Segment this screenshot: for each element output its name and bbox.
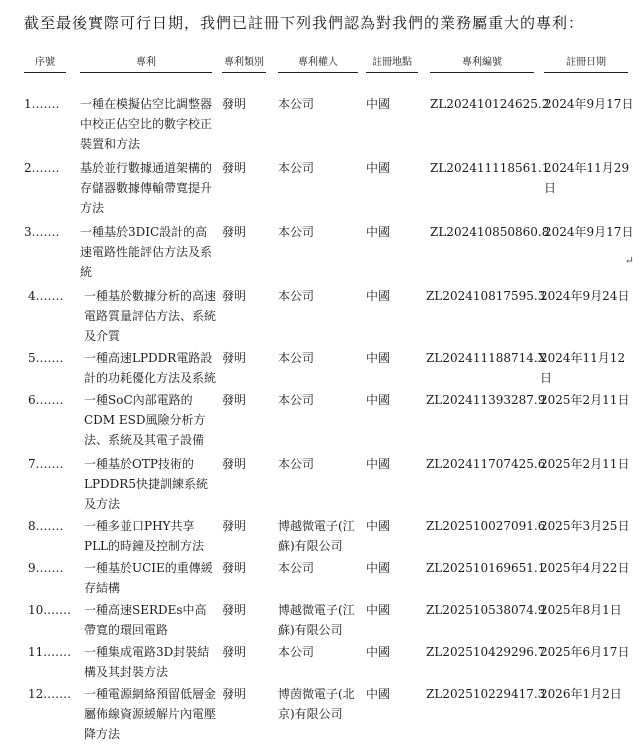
patent-location: 中國	[366, 603, 391, 617]
row-index: 8.……	[28, 519, 64, 533]
patent-owner: 本公司	[278, 289, 315, 303]
patent-name: 一種電源網絡預留低層金屬佈線資源緩解片內電壓降方法	[84, 687, 217, 741]
patent-number: ZL202411188714.X	[426, 351, 547, 365]
patent-location: 中國	[366, 161, 391, 175]
patent-owner: 本公司	[278, 97, 315, 111]
patent-owner: 本公司	[278, 393, 315, 407]
patent-date: 2026年1月2日	[540, 687, 622, 701]
patent-number: ZL202510229417.3	[426, 687, 546, 701]
patent-name: 一種基於OTP技術的LPDDR5快捷訓練系統及方法	[84, 457, 208, 511]
row-index: 4.……	[28, 289, 64, 303]
patent-type: 發明	[222, 351, 247, 365]
patent-number: ZL202510169651.1	[426, 561, 546, 575]
patent-type: 發明	[222, 225, 247, 239]
patent-name: 一種在模擬佔空比調整器中校正佔空比的數字校正裝置和方法	[80, 97, 213, 151]
header-index: 序號	[24, 56, 66, 73]
patent-number: ZL202510429296.7	[426, 645, 546, 659]
patent-name: 一種多並口PHY共享PLL的時鐘及控制方法	[84, 519, 205, 553]
patent-number: ZL202411707425.6	[426, 457, 546, 471]
patent-type: 發明	[222, 393, 247, 407]
patent-location: 中國	[366, 393, 391, 407]
patent-owner: 本公司	[278, 645, 315, 659]
patent-date: 2024年9月24日	[540, 289, 630, 303]
patent-number: ZL202411118561.1	[430, 161, 550, 175]
patent-type: 發明	[222, 603, 247, 617]
intro-text: 截至最後實際可行日期，我們已註冊下列我們認為對我們的業務屬重大的專利：	[24, 14, 585, 32]
patent-date: 2025年8月1日	[540, 603, 622, 617]
patent-location: 中國	[366, 225, 391, 239]
patent-owner: 博茵微電子(北京)有限公司	[278, 687, 355, 721]
patent-owner: 本公司	[278, 457, 315, 471]
patent-type: 發明	[222, 97, 247, 111]
patent-date: 2024年11月12日	[540, 351, 626, 385]
patent-name: 基於並行數據通道架構的存儲器數據傳輸帶寬提升方法	[80, 161, 213, 215]
row-index: 5.……	[28, 351, 64, 365]
patent-number: ZL202411393287.9	[426, 393, 546, 407]
patent-owner: 本公司	[278, 561, 315, 575]
patent-date: 2025年2月11日	[540, 393, 630, 407]
patent-type: 發明	[222, 645, 247, 659]
patent-name: 一種高速LPDDR電路設計的功耗優化方法及系統	[84, 351, 217, 385]
patent-location: 中國	[366, 561, 391, 575]
patent-type: 發明	[222, 161, 247, 175]
patent-number: ZL202410817595.3	[426, 289, 546, 303]
patent-owner: 本公司	[278, 225, 315, 239]
header-date: 註冊日期	[544, 56, 628, 73]
return-mark: ↵	[624, 254, 634, 267]
patent-owner: 博越微電子(江蘇)有限公司	[278, 519, 355, 553]
patent-name: 一種集成電路3D封裝結構及其封裝方法	[84, 645, 210, 679]
patent-date: 2025年2月11日	[540, 457, 630, 471]
patent-type: 發明	[222, 561, 247, 575]
patent-owner: 本公司	[278, 351, 315, 365]
patent-location: 中國	[366, 457, 391, 471]
patent-name: 一種SoC內部電路的CDM ESD風險分析方法、系統及其電子設備	[84, 393, 206, 447]
patent-location: 中國	[366, 519, 391, 533]
header-patent: 專利	[80, 56, 212, 73]
patent-date: 2024年9月17日	[544, 97, 634, 111]
patent-type: 發明	[222, 289, 247, 303]
row-index: 3.……	[24, 225, 60, 239]
row-index: 10.……	[28, 603, 72, 617]
patent-owner: 本公司	[278, 161, 315, 175]
patent-date: 2025年4月22日	[540, 561, 630, 575]
patent-location: 中國	[366, 97, 391, 111]
row-index: 11.……	[28, 645, 72, 659]
row-index: 12.……	[28, 687, 72, 701]
patent-type: 發明	[222, 457, 247, 471]
patent-name: 一種高速SERDEs中高帶寬的環回電路	[84, 603, 207, 637]
patent-location: 中國	[366, 645, 391, 659]
patent-number: ZL202410124625.2	[430, 97, 550, 111]
patent-type: 發明	[222, 519, 247, 533]
patent-name: 一種基於數據分析的高速電路質量評估方法、系統及介質	[84, 289, 217, 343]
patent-owner: 博越微電子(江蘇)有限公司	[278, 603, 355, 637]
patent-date: 2025年6月17日	[540, 645, 630, 659]
patent-date: 2024年11月29日	[544, 161, 630, 195]
patent-number: ZL202510538074.9	[426, 603, 546, 617]
header-type: 專利類別	[222, 56, 266, 73]
row-index: 9.……	[28, 561, 64, 575]
patent-name: 一種基於UCIE的重傳緩存結構	[84, 561, 213, 595]
patent-name: 一種基於3DIC設計的高速電路性能評估方法及系統	[80, 225, 213, 279]
patent-number: ZL202510027091.6	[426, 519, 546, 533]
patent-number: ZL202410850860.8	[430, 225, 550, 239]
patent-location: 中國	[366, 687, 391, 701]
header-owner: 專利權人	[278, 56, 358, 73]
row-index: 7.……	[28, 457, 64, 471]
row-index: 6.……	[28, 393, 64, 407]
patent-type: 發明	[222, 687, 247, 701]
row-index: 1.……	[24, 97, 60, 111]
header-location: 註冊地點	[366, 56, 418, 73]
patent-location: 中國	[366, 351, 391, 365]
patent-date: 2024年9月17日	[544, 225, 634, 239]
row-index: 2.……	[24, 161, 60, 175]
patent-date: 2025年3月25日	[540, 519, 630, 533]
header-patent-no: 專利編號	[430, 56, 534, 73]
patent-location: 中國	[366, 289, 391, 303]
